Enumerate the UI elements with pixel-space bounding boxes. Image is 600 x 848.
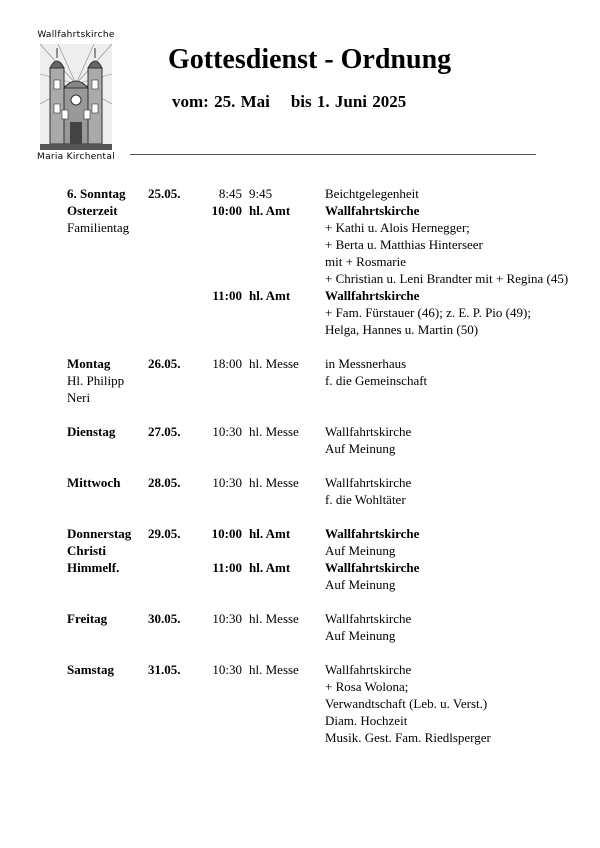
info-cell: Diam. Hochzeit bbox=[325, 713, 408, 728]
time-cell: 10:00 bbox=[211, 203, 242, 218]
date-cell: 27.05. bbox=[148, 424, 181, 439]
schedule-line bbox=[67, 576, 600, 593]
date-cell: 30.05. bbox=[148, 611, 181, 626]
info-cell: Musik. Gest. Fam. Riedlsperger bbox=[325, 730, 491, 745]
date-range: vom: 25. Mai bis 1. Juni 2025 bbox=[172, 92, 407, 111]
church-logo bbox=[28, 30, 124, 164]
day-cell: Freitag bbox=[67, 611, 108, 626]
info-cell: in Messnerhaus bbox=[325, 356, 407, 371]
day-cell: Neri bbox=[67, 390, 91, 405]
date-cell: 26.05. bbox=[148, 356, 181, 371]
info-cell: Wallfahrtskirche bbox=[325, 611, 412, 626]
date-cell: 29.05. bbox=[148, 526, 181, 541]
info-cell: f. die Gemeinschaft bbox=[325, 373, 428, 388]
day-cell: Montag bbox=[67, 356, 111, 371]
info-cell: + Rosa Wolona; bbox=[325, 679, 409, 694]
day-cell: Hl. Philipp bbox=[67, 373, 125, 388]
schedule-line bbox=[67, 389, 600, 406]
info-cell: + Christian u. Leni Brandter mit + Regina (45) bbox=[325, 271, 569, 286]
schedule-entry bbox=[67, 661, 600, 746]
page-title: Gottesdienst - Ordnung bbox=[168, 44, 452, 75]
info-cell: + Kathi u. Alois Hernegger; bbox=[325, 220, 470, 235]
info-cell: Auf Meinung bbox=[325, 441, 396, 456]
schedule-line bbox=[67, 559, 600, 576]
time-cell: 8:45 bbox=[218, 186, 242, 201]
service-type-cell: hl. Amt bbox=[249, 288, 291, 303]
info-cell: Wallfahrtskirche bbox=[325, 288, 420, 303]
schedule-entry bbox=[67, 525, 600, 593]
logo-top-text: Wallfahrtskirche bbox=[37, 30, 115, 40]
date-cell: 25.05. bbox=[148, 186, 181, 201]
info-cell: f. die Wohltäter bbox=[325, 492, 406, 507]
day-cell: Christi bbox=[67, 543, 106, 558]
schedule-line bbox=[67, 236, 600, 253]
schedule-line bbox=[67, 253, 600, 270]
info-cell: Wallfahrtskirche bbox=[325, 203, 420, 218]
info-cell: Wallfahrtskirche bbox=[325, 526, 420, 541]
time-cell: 18:00 bbox=[212, 356, 242, 371]
schedule-line bbox=[67, 474, 600, 491]
church-icon bbox=[40, 44, 112, 150]
schedule-line bbox=[67, 695, 600, 712]
schedule-line bbox=[67, 491, 600, 508]
info-cell: Wallfahrtskirche bbox=[325, 662, 412, 677]
service-type-cell: hl. Amt bbox=[249, 203, 291, 218]
day-cell: Mittwoch bbox=[67, 475, 121, 490]
info-cell: Helga, Hannes u. Martin (50) bbox=[325, 322, 479, 337]
schedule-entry bbox=[67, 610, 600, 644]
schedule-line bbox=[67, 372, 600, 389]
day-cell: 6. Sonntag bbox=[67, 186, 126, 201]
time-cell: 11:00 bbox=[212, 288, 242, 303]
info-cell: + Berta u. Matthias Hinterseer bbox=[325, 237, 483, 252]
schedule-line bbox=[67, 355, 600, 372]
schedule-line bbox=[67, 423, 600, 440]
time-cell: 10:30 bbox=[212, 611, 242, 626]
service-type-cell: hl. Messe bbox=[249, 662, 299, 677]
service-type-cell: hl. Amt bbox=[249, 526, 291, 541]
info-cell: Beichtgelegenheit bbox=[325, 186, 419, 201]
time-cell: 10:30 bbox=[212, 424, 242, 439]
info-cell: mit + Rosmarie bbox=[325, 254, 406, 269]
service-type-cell: hl. Messe bbox=[249, 356, 299, 371]
schedule-line bbox=[67, 712, 600, 729]
schedule-line bbox=[67, 525, 600, 542]
info-cell: Verwandtschaft (Leb. u. Verst.) bbox=[325, 696, 488, 711]
info-cell: + Fam. Fürstauer (46); z. E. P. Pio (49); bbox=[325, 305, 531, 320]
schedule-entry bbox=[67, 355, 600, 406]
service-type-cell: 9:45 bbox=[249, 186, 273, 201]
day-cell: Samstag bbox=[67, 662, 114, 677]
service-schedule bbox=[67, 185, 600, 746]
schedule-line bbox=[67, 185, 600, 202]
schedule-line bbox=[67, 440, 600, 457]
service-type-cell: hl. Messe bbox=[249, 475, 299, 490]
time-cell: 11:00 bbox=[212, 560, 242, 575]
day-cell: Donnerstag bbox=[67, 526, 132, 541]
schedule-line bbox=[67, 219, 600, 236]
info-cell: Wallfahrtskirche bbox=[325, 475, 412, 490]
time-cell: 10:30 bbox=[212, 475, 242, 490]
schedule-line bbox=[67, 627, 600, 644]
info-cell: Wallfahrtskirche bbox=[325, 424, 412, 439]
schedule-entry bbox=[67, 423, 600, 457]
schedule-line bbox=[67, 729, 600, 746]
schedule-line bbox=[67, 304, 600, 321]
schedule-line bbox=[67, 542, 600, 559]
schedule-entry bbox=[67, 474, 600, 508]
schedule-entry bbox=[67, 185, 600, 338]
logo-bottom-text: Maria Kirchental bbox=[37, 152, 115, 162]
info-cell: Auf Meinung bbox=[325, 577, 396, 592]
schedule-line bbox=[67, 610, 600, 627]
service-type-cell: hl. Messe bbox=[249, 424, 299, 439]
header-divider bbox=[130, 154, 536, 155]
time-cell: 10:30 bbox=[212, 662, 242, 677]
schedule-line bbox=[67, 321, 600, 338]
service-type-cell: hl. Messe bbox=[249, 611, 299, 626]
schedule-line bbox=[67, 202, 600, 219]
day-cell: Osterzeit bbox=[67, 203, 118, 218]
info-cell: Auf Meinung bbox=[325, 628, 396, 643]
time-cell: 10:00 bbox=[211, 526, 242, 541]
schedule-line bbox=[67, 270, 600, 287]
schedule-line bbox=[67, 287, 600, 304]
day-cell: Dienstag bbox=[67, 424, 116, 439]
day-cell: Familientag bbox=[67, 220, 130, 235]
schedule-line bbox=[67, 678, 600, 695]
date-cell: 31.05. bbox=[148, 662, 181, 677]
day-cell: Himmelf. bbox=[67, 560, 120, 575]
info-cell: Wallfahrtskirche bbox=[325, 560, 420, 575]
date-cell: 28.05. bbox=[148, 475, 181, 490]
schedule-line bbox=[67, 661, 600, 678]
info-cell: Auf Meinung bbox=[325, 543, 396, 558]
service-type-cell: hl. Amt bbox=[249, 560, 291, 575]
